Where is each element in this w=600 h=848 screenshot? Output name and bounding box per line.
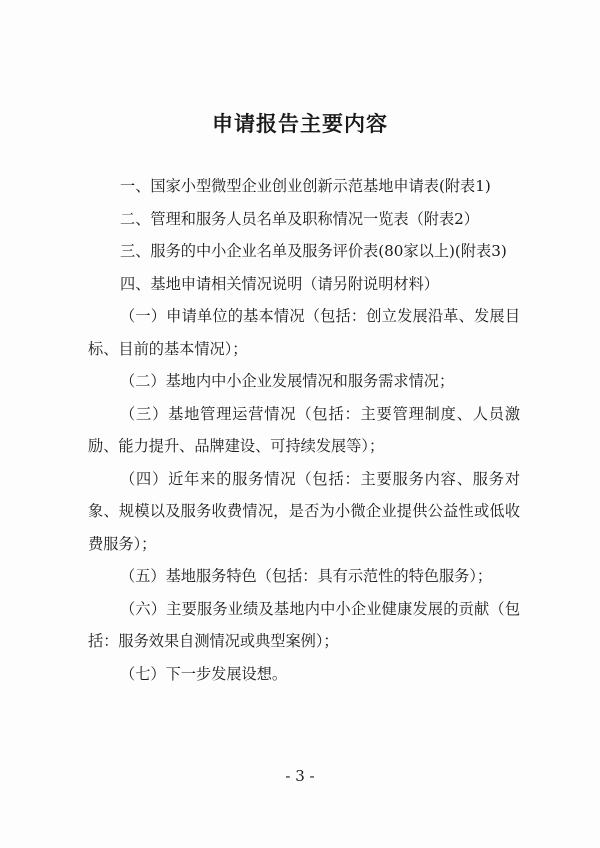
document-body (88, 170, 520, 690)
list-item: 一、国家小型微型企业创业创新示范基地申请表(附表1) (120, 177, 491, 195)
list-item: （二）基地内中小企业发展情况和服务需求情况； (120, 372, 455, 390)
page-number: - 3 - (285, 767, 315, 785)
list-item: （一）申请单位的基本情况（包括：创立发展沿革、发展目标、目前的基本情况）； (88, 307, 520, 358)
list-item: （七）下一步发展设想。 (120, 664, 288, 683)
list-item: （六）主要服务业绩及基地内中小企业健康发展的贡献（包括：服务效果自测情况或典型案例）； (88, 599, 520, 650)
list-item: （三）基地管理运营情况（包括：主要管理制度、人员激励、能力提升、品牌建设、可持续发展等）； (88, 404, 520, 455)
list-item: （四）近年来的服务情况（包括：主要服务内容、服务对象、规模以及服务收费情况，是否为小微企业提供公益性或低收费服务）； (88, 469, 520, 553)
list-item: 二、管理和服务人员名单及职称情况一览表（附表2） (120, 209, 479, 228)
document-title: 申请报告主要内容 (212, 112, 388, 136)
list-item: （五）基地服务特色（包括：具有示范性的特色服务）； (120, 567, 493, 585)
list-item: 三、服务的中小企业名单及服务评价表(80家以上)(附表3) (120, 242, 507, 260)
list-item: 四、基地申请相关情况说明（请另附说明材料） (120, 274, 439, 293)
